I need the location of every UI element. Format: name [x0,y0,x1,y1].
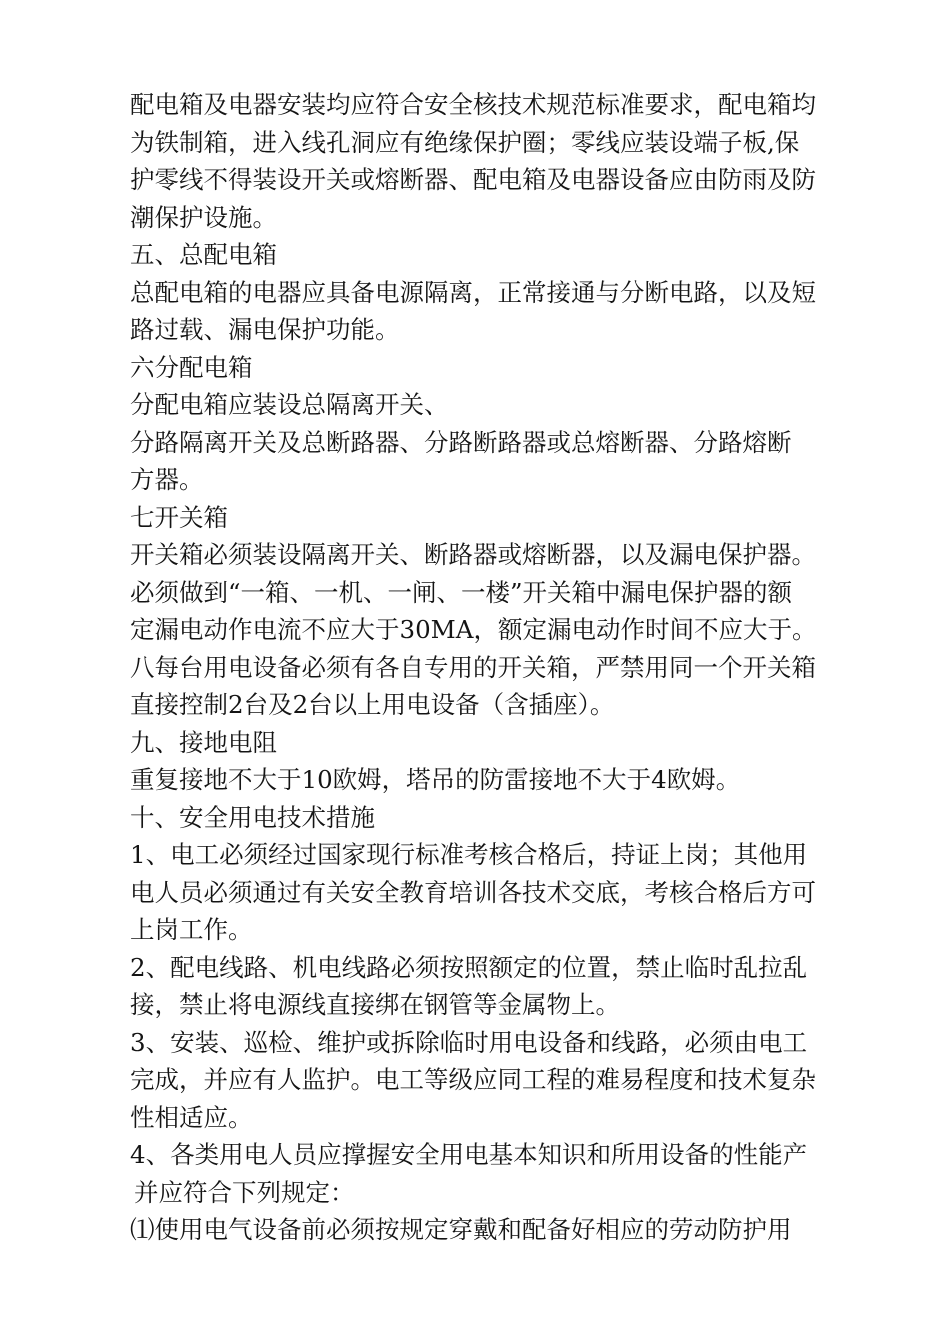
list-item: 1、电工必须经过国家现行标准考核合格后，持证上岗；其他用 [130,840,808,869]
section-heading: 六分配电箱 [130,352,253,382]
text-line: 上岗工作。 [130,915,253,944]
text-line: 性相适应。 [130,1102,253,1132]
text-line: 潮保护设施。 [130,202,277,232]
text-line: 必须做到“一箱、一机、一闸、一楼”开关箱中漏电保护器的额 [130,577,793,607]
text-line: 重复接地不大于10欧姆，塔吊的防雷接地不大于4欧姆。 [130,765,741,794]
list-item: 2、配电线路、机电线路必须按照额定的位置，禁止临时乱拉乱 [130,952,808,982]
section-heading: 九、接地电阻 [130,727,277,757]
text-line: 方器。 [130,465,204,494]
text-line: 完成，并应有人监护。电工等级应同工程的难易程度和技术复杂 [130,1065,816,1094]
text-line: 开关箱必须装设隔离开关、断路器或熔断器，以及漏电保护器。 [130,540,816,569]
text-line: 定漏电动作电流不应大于30MA，额定漏电动作时间不应大于。 [130,615,817,644]
text-line: 电人员必须通过有关安全教育培训各技术交底，考核合格后方可 [130,877,816,907]
text-line: 接，禁止将电源线直接绑在钢管等金属物上。 [130,990,620,1019]
section-heading: 五、总配电箱 [130,240,277,269]
list-item: 3、安装、巡检、维护或拆除临时用电设备和线路，必须由电工 [130,1027,808,1057]
section-heading: 十、安全用电技术措施 [130,802,375,832]
text-line: 总配电箱的电器应具备电源隔离，正常接通与分断电路，以及短 [130,277,816,307]
document-body [130,86,850,1249]
text-line: 八每台用电设备必须有各自专用的开关箱，严禁用同一个开关箱 [130,652,816,682]
text-line: 配电箱及电器安装均应符合安全核技术规范标准要求，配电箱均 [130,90,816,119]
text-line: 为铁制箱，进入线孔洞应有绝缘保护圈；零线应装设端子板,保 [130,127,800,157]
section-heading: 七开关箱 [130,502,228,532]
list-item: ⑴使用电气设备前必须按规定穿戴和配备好相应的劳动防护用 [130,1215,792,1244]
text-line: 路过载、漏电保护功能。 [130,315,400,344]
text-line: 并应符合下列规定： [134,1177,355,1207]
list-item: 4、各类用电人员应撑握安全用电基本知识和所用设备的性能产 [130,1140,808,1169]
text-line: 直接控制2台及2台以上用电设备（含插座）。 [130,690,615,719]
text-line: 护零线不得装设开关或熔断器、配电箱及电器设备应由防雨及防 [130,165,816,194]
text-line: 分配电箱应装设总隔离开关、 [130,390,449,419]
text-line: 分路隔离开关及总断路器、分路断路器或总熔断器、分路熔断 [130,427,792,457]
